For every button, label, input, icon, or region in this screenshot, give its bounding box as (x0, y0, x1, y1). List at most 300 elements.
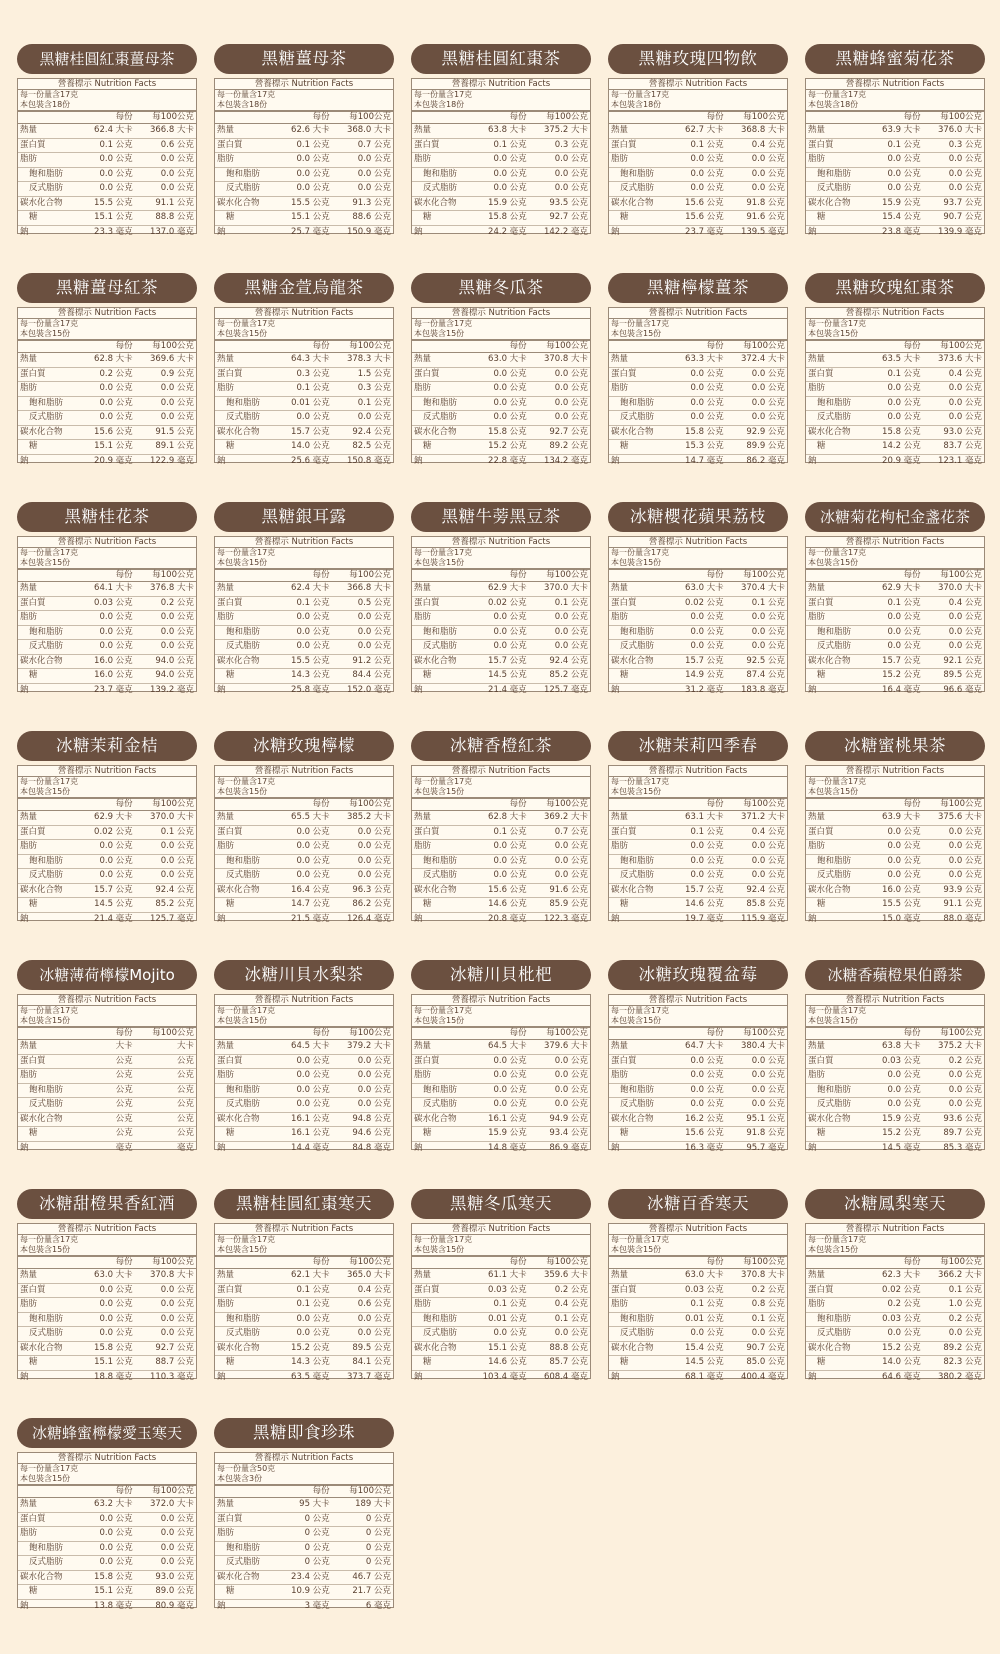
per-serving-value: 62.4 大卡 (94, 125, 133, 135)
nutrient-label: 反式脂肪 (29, 870, 64, 880)
nutrient-row (609, 639, 787, 654)
nutrient-label: 碳水化合物 (20, 1342, 63, 1353)
per-serving-value: 14.7 毫克 (685, 455, 724, 466)
per-100g-value: 88.8 公克 (549, 1342, 588, 1353)
column-header-per-100g: 每100公克 (152, 112, 194, 122)
per-serving-value: 0.01 公克 (488, 1313, 527, 1324)
servings-per-package: 本包裝含15份 (806, 558, 984, 570)
nutrient-label: 熱量 (414, 1270, 432, 1280)
column-header-row (806, 1028, 984, 1040)
nutrient-row (806, 654, 984, 669)
per-serving-value: 0.0 公克 (296, 168, 330, 179)
product-card (17, 44, 197, 236)
serving-size: 每一份量含17克 (414, 1006, 473, 1015)
per-serving-value: 毫克 (115, 1142, 133, 1153)
column-header-per-serving: 每份 (903, 1028, 921, 1038)
per-serving-value: 63.0 大卡 (685, 1270, 724, 1280)
per-100g-value: 91.2 公克 (352, 655, 391, 666)
nutrient-label: 脂肪 (611, 1070, 629, 1080)
nutrient-row (806, 353, 984, 367)
per-serving-value: 0.0 公克 (296, 626, 330, 637)
column-header-per-serving: 每份 (706, 1028, 724, 1038)
nutrient-label: 脂肪 (20, 612, 38, 622)
nutrient-label: 蛋白質 (217, 597, 243, 608)
nutrient-row (412, 181, 590, 196)
nutrient-row (18, 225, 196, 240)
per-100g-value: 0.0 公克 (160, 168, 194, 179)
servings-per-package: 本包裝含15份 (412, 558, 590, 570)
nutrient-row (806, 839, 984, 854)
nutrient-label: 熱量 (808, 583, 826, 593)
nutrient-label: 鈉 (611, 1142, 620, 1153)
servings-per-package: 本包裝含15份 (609, 329, 787, 341)
nutrient-label: 蛋白質 (414, 139, 440, 150)
per-serving-value: 0.0 公克 (887, 626, 921, 637)
product-card (214, 273, 394, 465)
product-title: 黑糖桂圓紅棗寒天 (214, 1189, 394, 1219)
per-serving-value: 0.0 公克 (887, 870, 921, 880)
nutrient-label: 糖 (29, 670, 38, 680)
per-100g-value: 0.0 公克 (357, 1084, 391, 1095)
product-card (411, 44, 591, 236)
nutrient-label: 蛋白質 (808, 1055, 834, 1066)
per-serving-value: 15.1 公克 (488, 1342, 527, 1353)
per-serving-value: 15.7 公克 (685, 655, 724, 666)
nutrient-label: 鈉 (611, 1371, 620, 1382)
per-100g-value: 366.8 大卡 (149, 125, 194, 135)
nutrient-label: 糖 (29, 899, 38, 909)
per-100g-value: 0.0 公克 (160, 383, 194, 393)
nutrient-label: 糖 (620, 670, 629, 680)
per-serving-value: 公克 (115, 1055, 133, 1066)
per-100g-value: 92.5 公克 (746, 655, 785, 666)
nutrient-label: 飽和脂肪 (817, 1313, 852, 1324)
per-100g-value: 139.9 毫克 (937, 226, 982, 237)
column-header-per-serving: 每份 (115, 1486, 133, 1496)
nutrition-facts-header: 營養標示 Nutrition Facts (412, 308, 590, 319)
nutrient-row (806, 425, 984, 440)
per-100g-value: 0 公克 (365, 1513, 391, 1524)
column-header-blank (412, 341, 465, 352)
per-100g-value: 96.6 毫克 (943, 684, 982, 695)
column-header-per-serving: 每份 (115, 341, 133, 351)
per-serving-value: 0.1 公克 (690, 826, 724, 837)
column-header-row (215, 112, 393, 124)
nutrient-label: 糖 (226, 212, 235, 222)
serving-size: 每一份量含17克 (20, 1464, 79, 1473)
per-serving-value: 0.0 公克 (887, 612, 921, 622)
nutrient-row (806, 410, 984, 425)
column-header-per-100g: 每100公克 (152, 799, 194, 809)
nutrient-row (215, 868, 393, 883)
per-serving-value: 16.1 公克 (291, 1113, 330, 1124)
per-100g-value: 0.0 公克 (554, 1055, 588, 1066)
per-100g-value: 0.0 公克 (751, 412, 785, 422)
column-header-row (412, 1257, 590, 1269)
per-100g-value: 84.4 公克 (352, 670, 391, 680)
nutrient-label: 蛋白質 (611, 1055, 637, 1066)
nutrient-row (18, 152, 196, 167)
nutrient-label: 熱量 (217, 125, 235, 135)
nutrient-row (412, 367, 590, 382)
per-100g-value: 6 毫克 (365, 1600, 391, 1611)
nutrient-label: 碳水化合物 (20, 197, 63, 208)
nutrient-label: 蛋白質 (217, 1284, 243, 1295)
per-serving-value: 62.9 大卡 (94, 812, 133, 822)
serving-size: 每一份量含17克 (808, 1235, 867, 1244)
nutrition-facts-header: 營養標示 Nutrition Facts (412, 79, 590, 90)
nutrient-label: 反式脂肪 (817, 641, 852, 651)
per-serving-value: 64.5 大卡 (488, 1041, 527, 1051)
nutrient-row (215, 1526, 393, 1541)
nutrient-label: 蛋白質 (217, 139, 243, 150)
servings-per-package: 本包裝含15份 (806, 329, 984, 341)
per-100g-value: 0.0 公克 (554, 397, 588, 408)
nutrient-label: 熱量 (217, 1270, 235, 1280)
nutrient-label: 碳水化合物 (217, 655, 260, 666)
per-100g-value: 0.0 公克 (948, 1328, 982, 1338)
per-serving-value: 0.0 公克 (493, 368, 527, 379)
per-serving-value: 0.0 公克 (690, 612, 724, 622)
nutrient-label: 蛋白質 (217, 1513, 243, 1524)
per-serving-value: 14.6 公克 (685, 899, 724, 909)
nutrient-label: 鈉 (20, 226, 29, 237)
per-100g-value: 0.0 公克 (357, 1328, 391, 1338)
per-serving-value: 0.0 公克 (99, 855, 133, 866)
per-100g-value: 0.1 公克 (160, 826, 194, 837)
per-100g-value: 公克 (176, 1099, 194, 1109)
per-serving-value: 0.0 公克 (690, 1055, 724, 1066)
per-serving-value: 0.1 公克 (887, 368, 921, 379)
nutrient-label: 糖 (620, 1128, 629, 1138)
column-header-per-100g: 每100公克 (349, 799, 391, 809)
nutrition-facts-header: 營養標示 Nutrition Facts (412, 995, 590, 1006)
per-100g-value: 94.9 公克 (549, 1113, 588, 1124)
nutrient-label: 反式脂肪 (226, 412, 261, 422)
nutrient-row (18, 897, 196, 912)
per-100g-value: 0.0 公克 (357, 1070, 391, 1080)
per-serving-value: 0.0 公克 (296, 826, 330, 837)
per-serving-value: 0.1 公克 (296, 383, 330, 393)
product-title: 冰糖百香寒天 (608, 1189, 788, 1219)
nutrient-row (609, 912, 787, 927)
nutrient-label: 脂肪 (808, 612, 826, 622)
per-serving-value: 0.0 公克 (690, 841, 724, 851)
nutrient-row (18, 596, 196, 611)
per-100g-value: 0.9 公克 (160, 368, 194, 379)
nutrient-row (609, 683, 787, 698)
product-title: 冰糖茉莉金桔 (17, 731, 197, 761)
nutrient-label: 糖 (620, 899, 629, 909)
per-serving-value: 62.3 大卡 (882, 1270, 921, 1280)
per-serving-value: 15.5 公克 (94, 197, 133, 208)
nutrient-label: 飽和脂肪 (423, 855, 458, 866)
nutrient-row (609, 1040, 787, 1054)
nutrient-row (412, 868, 590, 883)
nutrient-label: 蛋白質 (611, 1284, 637, 1295)
per-serving-value: 0.0 公克 (296, 870, 330, 880)
per-100g-value: 123.1 毫克 (937, 455, 982, 466)
nutrient-row (609, 625, 787, 640)
per-100g-value: 373.7 毫克 (346, 1371, 391, 1382)
per-serving-value: 15.4 公克 (685, 1342, 724, 1353)
per-100g-value: 0.0 公克 (948, 1099, 982, 1109)
per-100g-value: 92.4 公克 (746, 884, 785, 895)
nutrient-row (215, 1555, 393, 1570)
nutrient-row (215, 1040, 393, 1054)
per-100g-value: 371.2 大卡 (740, 812, 785, 822)
per-serving-value: 62.9 大卡 (882, 583, 921, 593)
nutrient-label: 鈉 (611, 455, 620, 466)
nutrient-row (215, 1097, 393, 1112)
nutrient-label: 鈉 (414, 913, 423, 924)
nutrient-label: 蛋白質 (414, 368, 440, 379)
nutrient-label: 飽和脂肪 (226, 626, 261, 637)
nutrient-row (806, 1312, 984, 1327)
per-100g-value: 公克 (176, 1070, 194, 1080)
nutrient-row (806, 210, 984, 225)
nutrient-label: 糖 (817, 899, 826, 909)
per-serving-value: 15.6 公克 (488, 884, 527, 895)
nutrient-row (609, 167, 787, 182)
nutrient-row (215, 1370, 393, 1385)
column-header-row (609, 799, 787, 811)
per-100g-value: 379.6 大卡 (543, 1041, 588, 1051)
column-header-row (806, 341, 984, 353)
nutrition-panel (608, 1223, 788, 1382)
nutrient-row (412, 1112, 590, 1127)
nutrient-row (412, 167, 590, 182)
nutrient-row (215, 196, 393, 211)
nutrient-row (609, 1097, 787, 1112)
per-100g-value: 370.0 大卡 (149, 812, 194, 822)
nutrient-row (609, 1283, 787, 1298)
serving-size: 每一份量含17克 (414, 90, 473, 99)
per-serving-value: 0.0 公克 (493, 841, 527, 851)
per-100g-value: 0.3 公克 (948, 139, 982, 150)
column-header-per-serving: 每份 (903, 799, 921, 809)
servings-per-package: 本包裝含15份 (806, 787, 984, 799)
per-serving-value: 15.7 公克 (488, 655, 527, 666)
per-100g-value: 0.1 公克 (357, 397, 391, 408)
servings-per-package: 本包裝含18份 (215, 100, 393, 112)
nutrient-row (18, 683, 196, 698)
per-100g-value: 92.7 公克 (549, 212, 588, 222)
nutrient-row (412, 196, 590, 211)
per-serving-value: 0.02 公克 (488, 597, 527, 608)
nutrient-label: 脂肪 (20, 1528, 38, 1538)
column-header-row (609, 1257, 787, 1269)
per-serving-value: 16.3 毫克 (685, 1142, 724, 1153)
nutrient-row (215, 1512, 393, 1527)
column-header-row (806, 1257, 984, 1269)
per-100g-value: 0 公克 (365, 1528, 391, 1538)
per-100g-value: 0.7 公克 (357, 139, 391, 150)
nutrient-row (412, 210, 590, 225)
per-100g-value: 0.0 公克 (160, 1299, 194, 1309)
per-100g-value: 公克 (176, 1084, 194, 1095)
per-100g-value: 91.6 公克 (549, 884, 588, 895)
nutrient-row (806, 897, 984, 912)
serving-size: 每一份量含17克 (217, 1006, 276, 1015)
nutrient-row (609, 1068, 787, 1083)
nutrient-label: 脂肪 (414, 383, 432, 393)
nutrient-row (609, 454, 787, 469)
per-serving-value: 14.2 公克 (882, 441, 921, 451)
per-serving-value: 0.0 公克 (887, 1070, 921, 1080)
product-card (608, 1189, 788, 1381)
nutrient-label: 糖 (423, 1357, 432, 1367)
per-serving-value: 0.03 公克 (488, 1284, 527, 1295)
per-100g-value: 0.0 公克 (751, 368, 785, 379)
per-100g-value: 公克 (176, 1113, 194, 1124)
per-serving-value: 0.0 公克 (99, 626, 133, 637)
nutrient-label: 熱量 (611, 812, 629, 822)
nutrient-label: 鈉 (20, 455, 29, 466)
nutrient-row (609, 1054, 787, 1069)
per-serving-value: 25.7 毫克 (291, 226, 330, 237)
per-100g-value: 0.0 公克 (751, 383, 785, 393)
nutrient-row (215, 1283, 393, 1298)
per-serving-value: 0.0 公克 (690, 397, 724, 408)
per-serving-value: 0.0 公克 (99, 870, 133, 880)
nutrient-row (215, 396, 393, 411)
nutrient-label: 飽和脂肪 (226, 855, 261, 866)
nutrient-row (18, 1141, 196, 1156)
nutrient-label: 脂肪 (611, 612, 629, 622)
per-100g-value: 95.7 毫克 (746, 1142, 785, 1153)
nutrient-row (412, 811, 590, 825)
nutrient-label: 糖 (226, 670, 235, 680)
servings-per-package: 本包裝含18份 (609, 100, 787, 112)
nutrient-label: 碳水化合物 (217, 1113, 260, 1124)
column-header-per-serving: 每份 (312, 1257, 330, 1267)
column-header-per-100g: 每100公克 (743, 1028, 785, 1038)
nutrient-row (609, 396, 787, 411)
column-header-blank (609, 112, 662, 123)
per-100g-value: 368.0 大卡 (346, 125, 391, 135)
column-header-per-serving: 每份 (509, 1257, 527, 1267)
per-100g-value: 385.2 大卡 (346, 812, 391, 822)
nutrient-label: 糖 (423, 212, 432, 222)
per-serving-value: 0.0 公克 (887, 412, 921, 422)
per-serving-value: 0.0 公克 (887, 1084, 921, 1095)
column-header-per-100g: 每100公克 (940, 1028, 982, 1038)
per-serving-value: 0.0 公克 (690, 368, 724, 379)
column-header-per-100g: 每100公克 (743, 570, 785, 580)
per-100g-value: 94.0 公克 (155, 655, 194, 666)
nutrient-label: 反式脂肪 (817, 412, 852, 422)
nutrition-panel (411, 536, 591, 695)
per-serving-value: 20.8 毫克 (488, 913, 527, 924)
per-serving-value: 0.1 公克 (296, 597, 330, 608)
nutrient-label: 熱量 (20, 812, 38, 822)
nutrient-row (806, 1370, 984, 1385)
nutrient-row (806, 1269, 984, 1283)
nutrient-label: 熱量 (808, 354, 826, 364)
column-header-blank (609, 570, 662, 581)
per-100g-value: 0.0 公克 (948, 641, 982, 651)
per-serving-value: 0.1 公克 (493, 139, 527, 150)
per-serving-value: 23.7 毫克 (685, 226, 724, 237)
per-100g-value: 0.0 公克 (948, 397, 982, 408)
nutrient-row (806, 1355, 984, 1370)
nutrient-row (215, 138, 393, 153)
per-serving-value: 25.6 毫克 (291, 455, 330, 466)
per-serving-value: 公克 (115, 1070, 133, 1080)
per-100g-value: 85.8 公克 (746, 899, 785, 909)
serving-size: 每一份量含17克 (611, 777, 670, 786)
nutrient-label: 蛋白質 (20, 1284, 46, 1295)
per-100g-value: 0.0 公克 (357, 1313, 391, 1324)
nutrient-row (806, 1054, 984, 1069)
nutrient-row (806, 1068, 984, 1083)
nutrient-row (412, 225, 590, 240)
nutrient-label: 熱量 (808, 1270, 826, 1280)
per-100g-value: 0.0 公克 (357, 183, 391, 193)
column-header-per-100g: 每100公克 (940, 799, 982, 809)
nutrient-label: 碳水化合物 (217, 197, 260, 208)
nutrient-row (215, 167, 393, 182)
nutrition-panel (805, 1223, 985, 1382)
per-serving-value: 0.0 公克 (493, 1328, 527, 1338)
nutrient-row (215, 912, 393, 927)
column-header-blank (215, 341, 268, 352)
per-serving-value: 15.2 公克 (882, 1342, 921, 1353)
per-100g-value: 93.0 公克 (943, 426, 982, 437)
nutrition-panel (17, 307, 197, 466)
serving-size: 每一份量含17克 (808, 319, 867, 328)
column-header-row (609, 341, 787, 353)
nutrient-label: 碳水化合物 (414, 1113, 457, 1124)
per-100g-value: 0.0 公克 (948, 1070, 982, 1080)
per-100g-value: 46.7 公克 (352, 1571, 391, 1582)
column-header-row (412, 112, 590, 124)
per-serving-value: 25.8 毫克 (291, 684, 330, 695)
per-100g-value: 87.4 公克 (746, 670, 785, 680)
nutrient-label: 脂肪 (20, 1299, 38, 1309)
per-serving-value: 20.9 毫克 (94, 455, 133, 466)
nutrient-label: 蛋白質 (414, 1055, 440, 1066)
nutrient-label: 糖 (817, 670, 826, 680)
nutrient-label: 熱量 (414, 125, 432, 135)
nutrient-row (609, 1141, 787, 1156)
nutrient-label: 鈉 (217, 1371, 226, 1382)
nutrition-facts-header: 營養標示 Nutrition Facts (609, 995, 787, 1006)
nutrient-label: 蛋白質 (20, 368, 46, 379)
nutrition-panel (805, 78, 985, 237)
nutrient-label: 蛋白質 (808, 139, 834, 150)
per-100g-value: 0.0 公克 (160, 855, 194, 866)
nutrient-row (609, 124, 787, 138)
nutrient-row (412, 1068, 590, 1083)
per-100g-value: 0.0 公克 (160, 1313, 194, 1324)
per-100g-value: 94.6 公克 (352, 1128, 391, 1138)
per-100g-value: 142.2 毫克 (543, 226, 588, 237)
nutrient-label: 熱量 (217, 1041, 235, 1051)
per-100g-value: 379.2 大卡 (346, 1041, 391, 1051)
per-100g-value: 0 公克 (365, 1557, 391, 1567)
per-100g-value: 0.2 公克 (948, 1055, 982, 1066)
nutrient-row (215, 610, 393, 625)
per-serving-value: 15.8 公克 (488, 426, 527, 437)
nutrition-panel (17, 765, 197, 924)
per-100g-value: 370.0 大卡 (543, 583, 588, 593)
nutrient-label: 反式脂肪 (226, 183, 261, 193)
column-header-per-100g: 每100公克 (940, 341, 982, 351)
column-header-per-100g: 每100公克 (940, 1257, 982, 1267)
nutrient-row (412, 610, 590, 625)
